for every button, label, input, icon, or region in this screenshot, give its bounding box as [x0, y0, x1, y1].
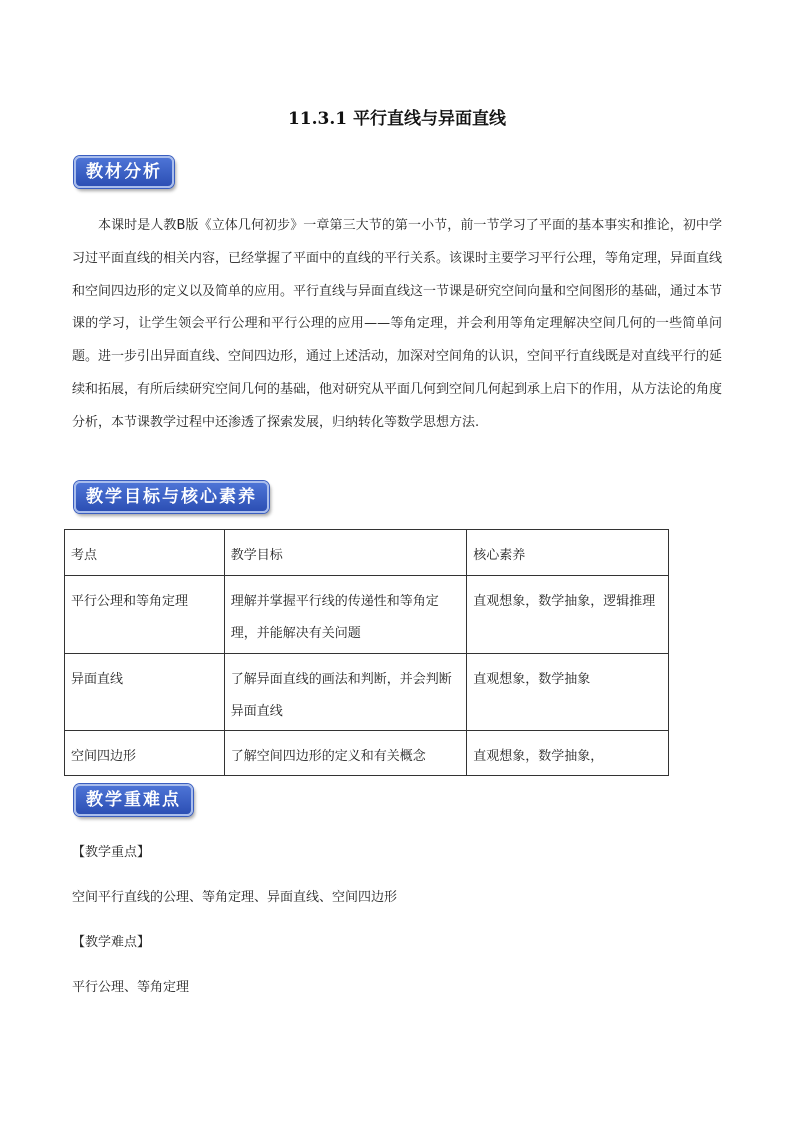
key-point-label: 【教学重点】: [72, 845, 151, 860]
table-header-cell: 核心素养: [467, 530, 669, 576]
document-title: 11.3.1 平行直线与异面直线: [287, 109, 507, 129]
table-row: [65, 731, 669, 776]
section-heading-goals: 教学目标与核心素养: [74, 481, 269, 513]
table-cell: 理解并掌握平行线的传递性和等角定理，并能解决有关问题: [224, 576, 467, 654]
table-header-cell: 教学目标: [224, 530, 467, 576]
table-header-row: [65, 530, 669, 576]
table-cell: 直观想象，数学抽象，: [467, 731, 669, 776]
table-cell: 直观想象，数学抽象: [467, 654, 669, 731]
table-header-cell: 考点: [65, 530, 225, 576]
difficulty-label: 【教学难点】: [72, 935, 151, 950]
difficulty-text: 平行公理、等角定理: [72, 980, 190, 995]
table-cell: 异面直线: [65, 654, 225, 731]
section-heading-key-points: 教学重难点: [74, 784, 193, 816]
key-point-text: 空间平行直线的公理、等角定理、异面直线、空间四边形: [72, 890, 398, 905]
goals-table: [64, 529, 669, 776]
table-cell: 了解异面直线的画法和判断，并会判断异面直线: [224, 654, 467, 731]
table-row: [65, 654, 669, 731]
analysis-paragraph: 本课时是人教B版《立体几何初步》一章第三大节的第一小节，前一节学习了平面的基本事实和推论，初中学习过平面直线的相关内容，已经掌握了平面中的直线的平行关系。该课时主要学习平行公理，等角定理，异面直线和空间四边形的定义以及简单的应用。平行直线与异面直线这一节课是研究空间向量和空间图形的基础，通过本节课的学习，让学生领会平行公理和平行公理的应用——等角定理，并会利用等角定理解决空间几何的一些简单问题。进一步引出异面直线、空间四边形，通过上述活动，加深对空间角的认识，空间平行直线既是对直线平行的延续和拓展，有所后续研究空间几何的基础，他对研究从平面几何到空间几何起到承上启下的作用，从方法论的角度分析，本节课教学过程中还渗透了探索发展，归纳转化等数学思想方法.: [72, 218, 723, 430]
table-cell: 平行公理和等角定理: [65, 576, 225, 654]
table-row: [65, 576, 669, 654]
table-cell: 空间四边形: [65, 731, 225, 776]
section-heading-analysis: 教材分析: [74, 156, 174, 188]
table-cell: 了解空间四边形的定义和有关概念: [224, 731, 467, 776]
table-cell: 直观想象，数学抽象，逻辑推理: [467, 576, 669, 654]
